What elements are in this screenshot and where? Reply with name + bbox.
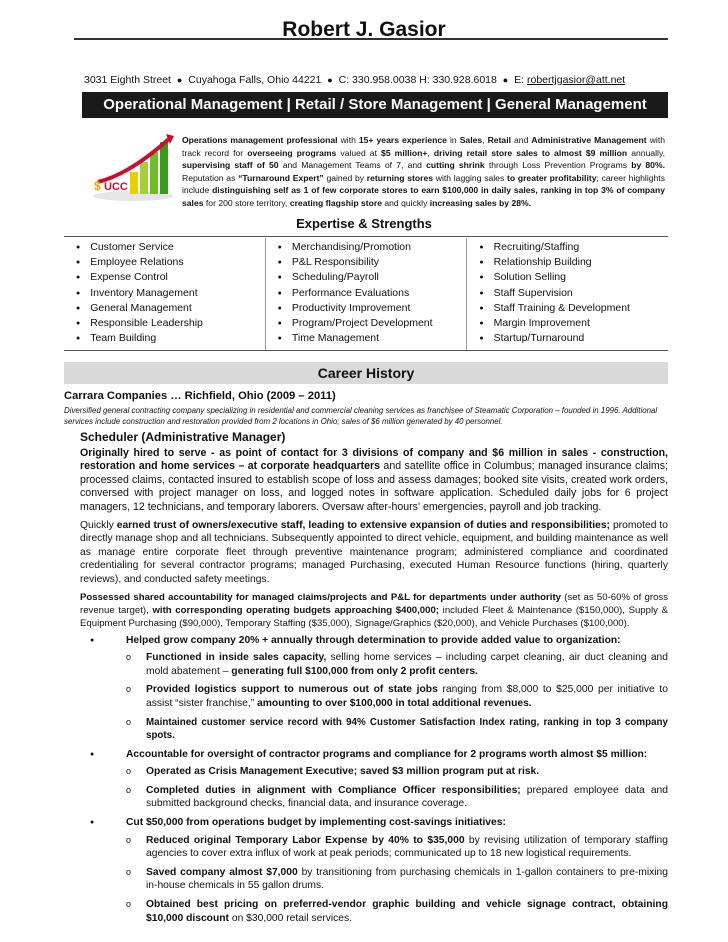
contact-line bbox=[84, 74, 668, 86]
list-item: ● Solution Selling bbox=[479, 270, 668, 285]
list-item: ● Margin Improvement bbox=[479, 316, 668, 331]
list-item: ● Recruiting/Staffing bbox=[479, 240, 668, 255]
svg-text:UCC: UCC bbox=[104, 181, 128, 193]
list-item: ● Program/Project Development bbox=[278, 316, 467, 331]
list-item: ● P&L Responsibility bbox=[278, 255, 467, 270]
list-item: ● Expense Control bbox=[76, 270, 265, 285]
list-item: ● Relationship Building bbox=[479, 255, 668, 270]
header-rule bbox=[74, 38, 668, 40]
list-item: ● Staff Supervision bbox=[479, 286, 668, 301]
list-item: ● Scheduling/Payroll bbox=[278, 270, 467, 285]
success-chart-icon bbox=[90, 132, 176, 202]
achievement-bullet: ● Accountable for oversight of contractor programs and compliance for 2 programs worth almost $5 million: bbox=[126, 748, 668, 762]
headline-banner: Operational Management | Retail / Store Management | General Management bbox=[82, 92, 668, 118]
bullet-icon: ● bbox=[502, 75, 509, 85]
city: Cuyahoga Falls, Ohio 44221 bbox=[188, 74, 322, 86]
list-item: ● Employee Relations bbox=[76, 255, 265, 270]
list-item: ● Performance Evaluations bbox=[278, 286, 467, 301]
address: 3031 Eighth Street bbox=[84, 74, 171, 86]
email-prefix: E: bbox=[514, 74, 527, 86]
skills-column-1 bbox=[64, 238, 265, 350]
svg-text:$: $ bbox=[94, 179, 101, 193]
list-item: ● Time Management bbox=[278, 331, 467, 346]
list-item: ● Team Building bbox=[76, 331, 265, 346]
achievement-subbullet: o Maintained customer service record with 94% Customer Satisfaction Index rating, ranking in top 3 company spots. bbox=[146, 716, 668, 743]
skills-column-2 bbox=[265, 238, 467, 350]
list-item: ● Productivity Improvement bbox=[278, 301, 467, 316]
achievement-bullet: ● Cut $50,000 from operations budget by implementing cost-savings initiatives: bbox=[126, 816, 668, 830]
achievement-subbullet: o Operated as Crisis Management Executive; saved $3 million program put at risk. bbox=[146, 765, 668, 779]
achievement-subbullet: o Obtained best pricing on preferred-vendor graphic building and vehicle signage contract, obtaining $10,000 discount on $30,000 retail services. bbox=[146, 898, 668, 925]
list-item: ● Merchandising/Promotion bbox=[278, 240, 467, 255]
skills-column-3 bbox=[466, 238, 668, 350]
achievement-subbullet: o Provided logistics support to numerous out of state jobs ranging from $8,000 to $25,000 per initiative to assist “sister franchise,” amounting to over $100,000 in total additional revenues. bbox=[146, 683, 668, 710]
bullet-icon: ● bbox=[176, 75, 183, 85]
expertise-rule bbox=[64, 236, 668, 237]
bullet-icon: ● bbox=[327, 75, 333, 85]
phones: C: 330.958.0038 H: 330.928.6018 bbox=[338, 74, 497, 86]
profile-summary: Operations management professional with 15+ years experience in Sales, Retail and Administrative Management with track record for overseeing programs valued at $5 million+, driving retail store sales to almost $9 million annually, supervising staff of 50 and Management Teams of 7, and cutting shrink through Loss Prevention Programs by 80%. Reputation as “Turnaround Expert” gained by returning stores with lagging sales to greater profitability; career highlights include distinguishing self as 1 of few corporate stores to earn $100,000 in daily sales, ranking in top 3% of company sales for 200 store territory, creating flagship store and quickly increasing sales by 28%. bbox=[182, 135, 665, 208]
role-paragraph-2: Quickly earned trust of owners/executive staff, leading to extensive expansion of duties and responsibilities; promoted to directly manage shop and all technicians. Subsequently appointed to direct vehicle, equipment, and building maintenance as well as manage entire corporate fleet through preventive maintenance program; administered compliance and coordinated credentialing for several contractor programs; managed Purchasing, executed Human Resource functions (hiring, quarterly reviews), and conducted safety meetings. bbox=[80, 519, 668, 585]
list-item: ● Responsible Leadership bbox=[76, 316, 265, 331]
list-item: ● Startup/Turnaround bbox=[479, 331, 668, 346]
achievement-subbullet: o Completed duties in alignment with Compliance Officer responsibilities; prepared employee data and submitted background checks, financial data, and insurance coverage. bbox=[146, 784, 668, 811]
list-item: ● General Management bbox=[76, 301, 265, 316]
candidate-name: Robert J. Gasior bbox=[282, 18, 446, 41]
achievement-subbullet: o Reduced original Temporary Labor Expense by 40% to $35,000 by revising utilization of temporary staffing agencies to cover extra influx of work at peak periods; communicated up to 18 new logistical requirements. bbox=[146, 834, 668, 861]
expertise-title: Expertise & Strengths bbox=[296, 216, 432, 231]
achievement-subbullet: o Functioned in inside sales capacity, selling home services – including carpet cleaning, air duct cleaning and mold abatement – generating full $100,000 from only 2 profit centers. bbox=[146, 651, 668, 678]
achievement-bullet: ● Helped grow company 20% + annually through determination to provide added value to organization: bbox=[126, 634, 668, 648]
role-paragraph-3: Possessed shared accountability for managed claims/projects and P&L for departments under authority (set as 50-60% of gross revenue target), with corresponding operating budgets approaching $400,000; included Fleet & Maintenance ($150,000), Supply & Equipment Purchasing ($90,000), Temporary Staffing ($35,000), Signage/Graphics ($20,000), and Vehicle Purchases ($100,000). bbox=[80, 591, 668, 629]
company-description: Diversified general contracting company specializing in residential and commercial cleaning services as franchisee of Steamatic Corporation – founded in 1996. Additional services include construction and restoration provided from 2 locations in Ohio; sales of $6 million generated by 40 personnel. bbox=[64, 405, 658, 426]
career-content bbox=[64, 390, 668, 930]
achievement-subbullet: o Saved company almost $7,000 by transitioning from purchasing chemicals in 1-gallon containers to pre-mixing in-house chemicals in 55 gallon drums. bbox=[146, 866, 668, 893]
email-link[interactable]: robertjgasior@att.net bbox=[526, 74, 626, 86]
role-paragraph-1: Originally hired to serve - as point of contact for 3 divisions of company and $6 million in sales - construction, restoration and home services – at corporate headquarters and satellite office in Columbus; managed insurance claims; processed claims, contacted insured to establish scope of loss and assess damages; booked site visits, created work orders, conversed with project manager on loss, and logged notes in software application. Scheduled daily jobs for 6 project managers, 12 technicians, and temporary laborers. Oversaw after-hours' emergencies, payroll and job tracking. bbox=[80, 446, 668, 513]
role-title: Scheduler (Administrative Manager) bbox=[80, 430, 286, 444]
career-history-title: Career History bbox=[64, 362, 668, 384]
company-heading: Carrara Companies … Richfield, Ohio (2009 – 2011) bbox=[64, 390, 336, 402]
skills-grid bbox=[64, 238, 668, 351]
list-item: ● Staff Training & Development bbox=[479, 301, 668, 316]
list-item: ● Inventory Management bbox=[76, 286, 265, 301]
list-item: ● Customer Service bbox=[76, 240, 265, 255]
